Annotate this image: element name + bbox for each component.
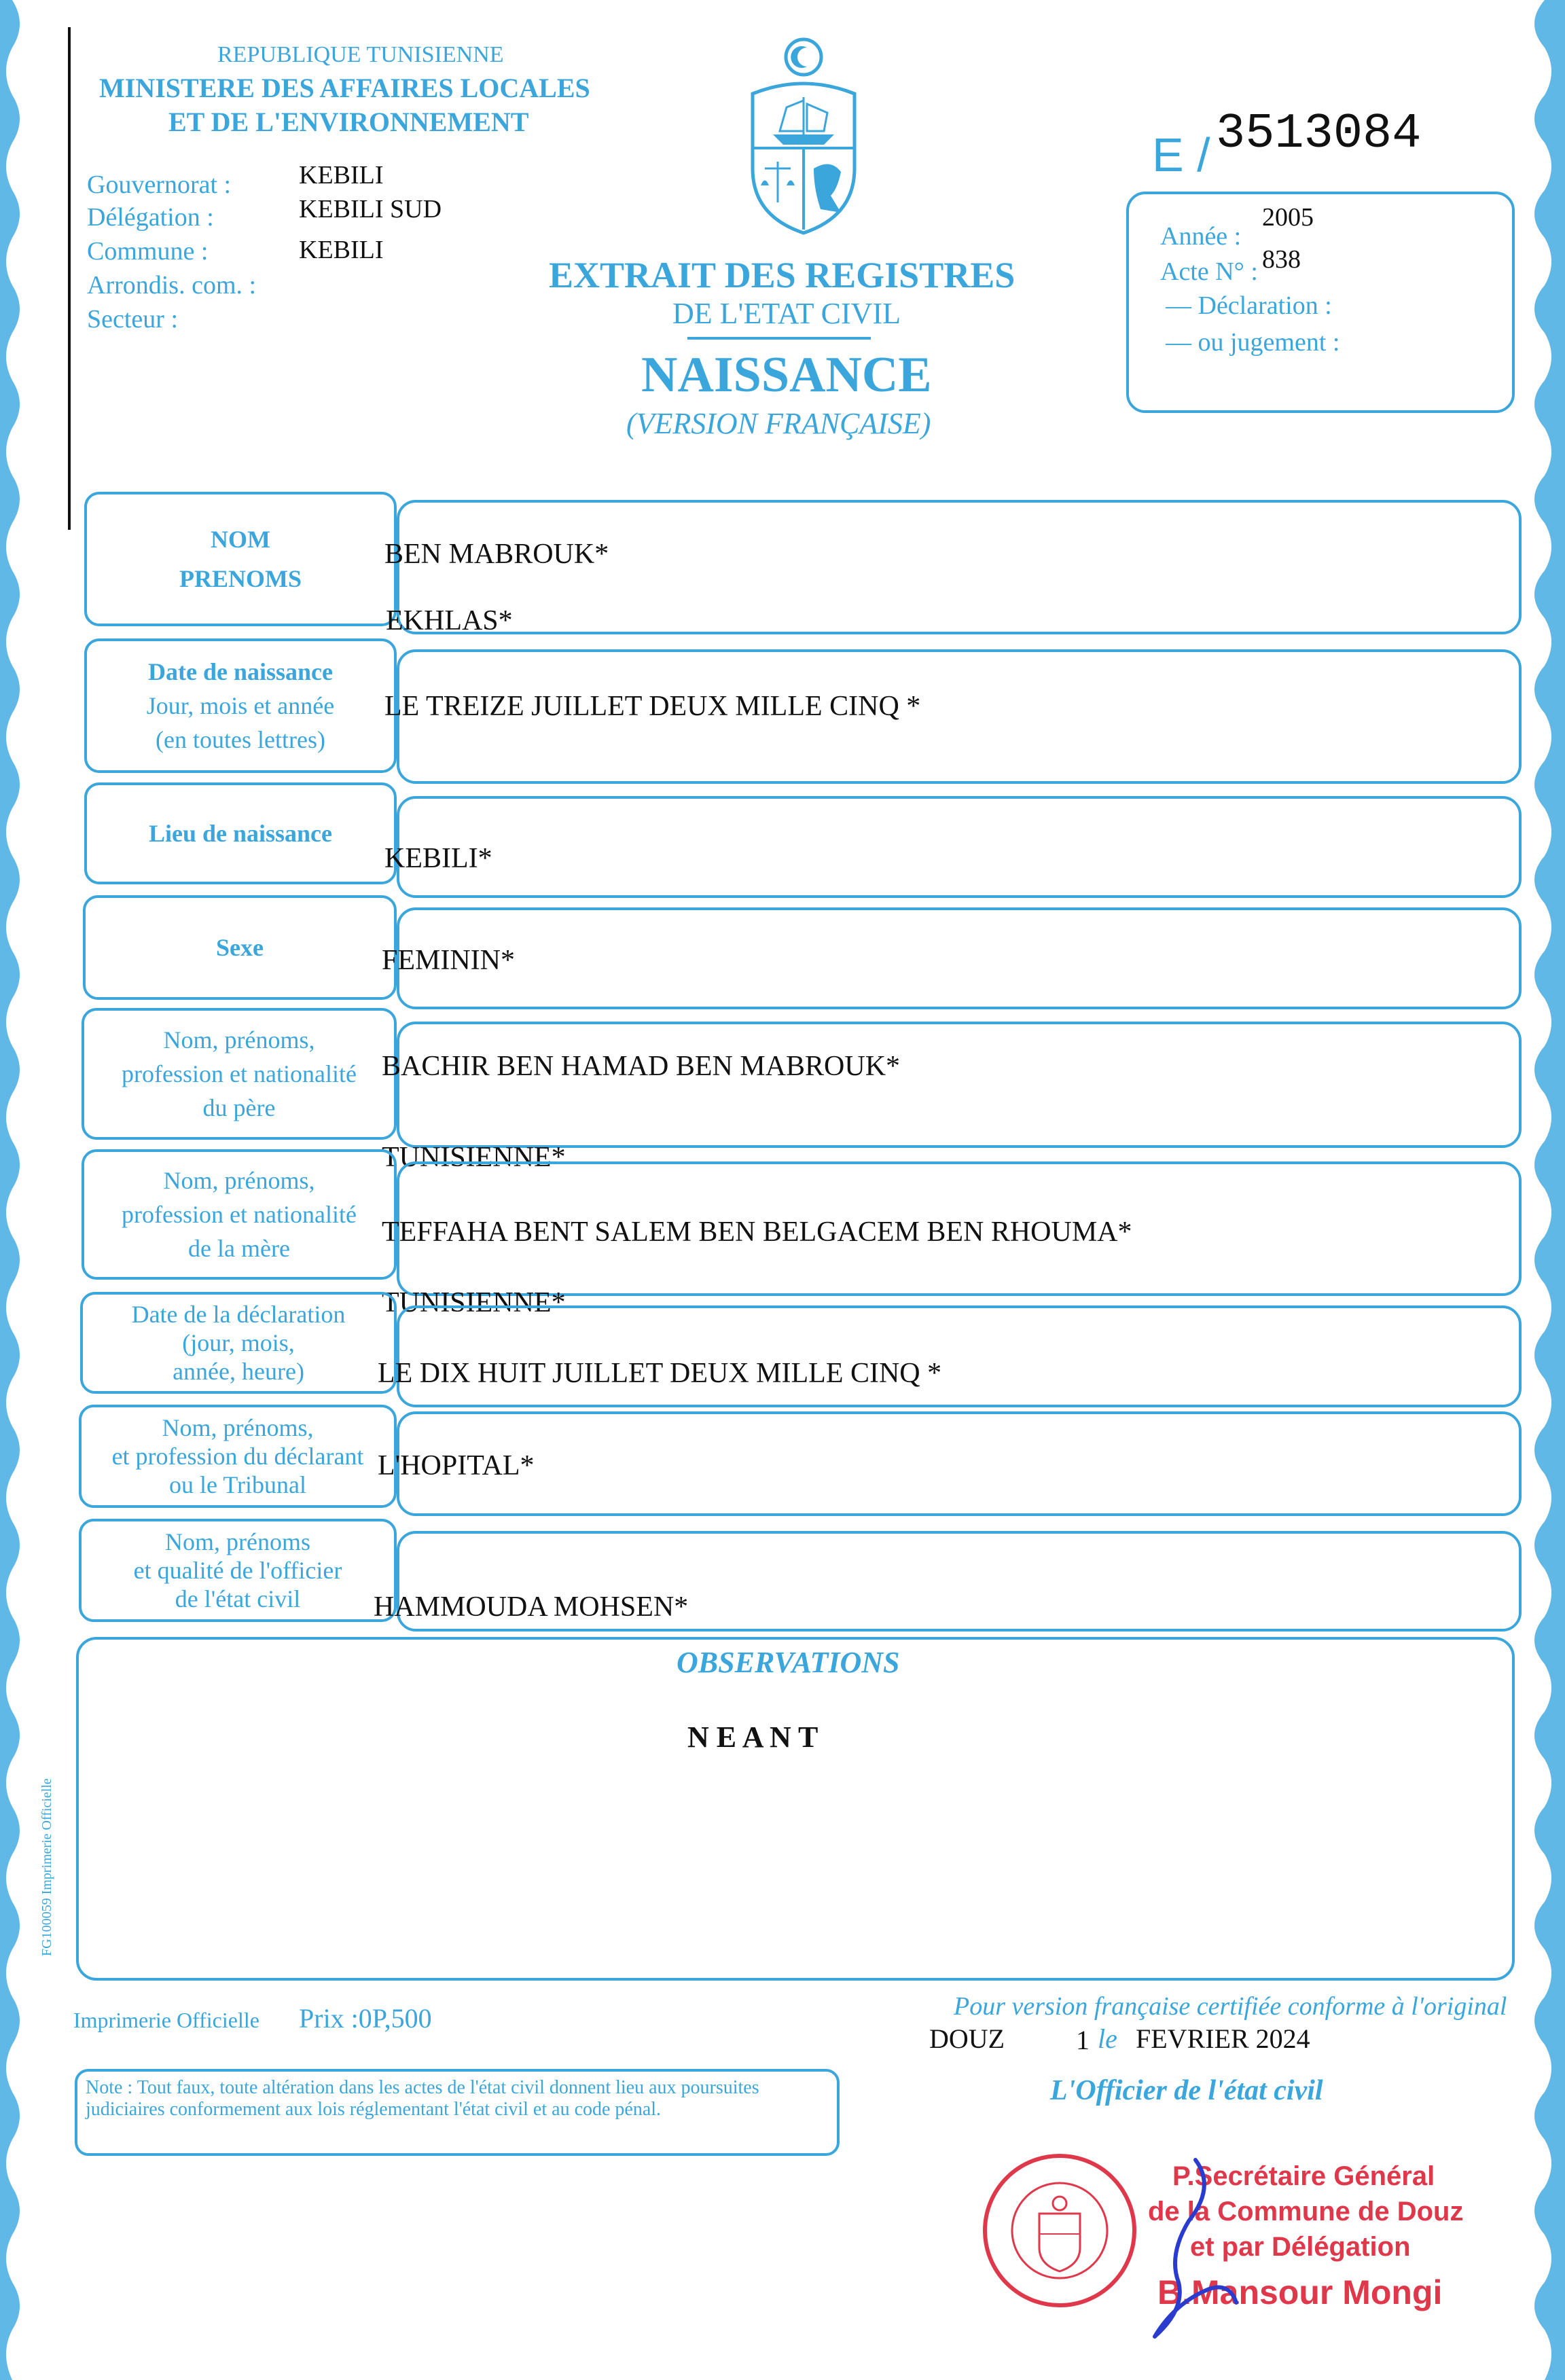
stamp-line4: B.Mansour Mongi <box>1157 2273 1443 2311</box>
left-margin-rule <box>68 27 71 530</box>
title-divider <box>687 337 871 340</box>
prix-label: Prix :0P,500 <box>299 2003 432 2034</box>
mere-label-1: Nom, prénoms, <box>163 1167 315 1194</box>
title-version: (VERSION FRANÇAISE) <box>626 407 931 440</box>
title-etat-civil: DE L'ETAT CIVIL <box>672 297 901 330</box>
jugement-label: — ou jugement : <box>1166 328 1340 357</box>
nom-value: BEN MABROUK* <box>384 539 609 570</box>
certified-text: Pour version française certifiée conforme à l'original <box>954 1992 1507 2021</box>
date-naissance-label-1: Date de naissance <box>148 658 333 685</box>
stamp-line3: et par Délégation <box>1190 2232 1411 2262</box>
le-label: le <box>1098 2023 1117 2054</box>
gouvernorat-value: KEBILI <box>299 161 384 190</box>
nom-label: NOM <box>211 526 270 553</box>
row-pere-value-box <box>397 1022 1522 1148</box>
delegation-value: KEBILI SUD <box>299 195 442 223</box>
mere-label-2: profession et nationalité <box>122 1201 357 1228</box>
pere-label-2: profession et nationalité <box>122 1060 357 1087</box>
declarant-label-2: et profession du déclarant <box>111 1443 364 1470</box>
declarant-label-3: ou le Tribunal <box>168 1471 307 1498</box>
observations-title: OBSERVATIONS <box>677 1646 900 1679</box>
prenoms-label: PRENOMS <box>179 565 302 592</box>
row-declaration-value-box <box>397 1305 1522 1407</box>
annee-label: Année : <box>1160 222 1242 251</box>
pere-label-1: Nom, prénoms, <box>163 1026 315 1053</box>
right-guilloche-border <box>1517 0 1565 2380</box>
declaration-date-label-3: année, heure) <box>173 1358 304 1385</box>
declaration-date-label-1: Date de la déclaration <box>131 1301 346 1328</box>
row-declarant-value-box <box>397 1411 1522 1516</box>
declarant-label-1: Nom, prénoms, <box>162 1414 314 1441</box>
row-lieu-label <box>84 782 397 884</box>
stamp-line1: P.Secrétaire Général <box>1172 2161 1435 2191</box>
place-value: DOUZ <box>929 2023 1005 2054</box>
declaration-date-value: LE DIX HUIT JUILLET DEUX MILLE CINQ * <box>378 1358 942 1389</box>
day-value: 1 <box>1076 2025 1090 2055</box>
serial-number: 3513084 <box>1216 106 1422 162</box>
row-declaration-label <box>80 1292 397 1394</box>
officer-title: L'Officier de l'état civil <box>1050 2075 1323 2106</box>
acte-number-value: 838 <box>1262 245 1301 274</box>
row-declarant-label <box>79 1405 397 1508</box>
row-sexe-value-box <box>397 907 1522 1009</box>
republic-label: REPUBLIQUE TUNISIENNE <box>217 42 504 67</box>
secteur-label: Secteur : <box>87 305 179 333</box>
row-pere-label <box>82 1008 397 1140</box>
sexe-value: FEMININ* <box>382 945 515 976</box>
row-sexe-label <box>83 895 397 1000</box>
observations-box <box>76 1637 1515 1981</box>
ministry-line2: ET DE L'ENVIRONNEMENT <box>168 107 529 137</box>
legal-note: Note : Tout faux, toute altération dans les actes de l'état civil donnent lieu aux poursuites judiciaires conformement aux lois réglementant l'état civil et au code pénal. <box>75 2069 840 2156</box>
title-extrait: EXTRAIT DES REGISTRES <box>549 255 1015 295</box>
prenoms-value: EKHLAS* <box>386 605 513 636</box>
date-naissance-value: LE TREIZE JUILLET DEUX MILLE CINQ * <box>384 691 921 722</box>
row-mere-label <box>82 1149 397 1280</box>
mere-label-3: de la mère <box>188 1235 290 1262</box>
imprimerie-label: Imprimerie Officielle <box>73 2008 259 2032</box>
officier-label-2: et qualité de l'officier <box>133 1557 342 1584</box>
handwritten-signature <box>1114 2146 1250 2350</box>
officier-label-3: de l'état civil <box>175 1585 301 1612</box>
commune-value: KEBILI <box>299 236 384 264</box>
date-value: FEVRIER 2024 <box>1136 2023 1310 2054</box>
officier-label-1: Nom, prénoms <box>165 1528 310 1555</box>
gouvernorat-label: Gouvernorat : <box>87 170 232 199</box>
officier-value: HAMMOUDA MOHSEN* <box>374 1591 689 1623</box>
title-naissance: NAISSANCE <box>641 347 932 403</box>
mere-name-value: TEFFAHA BENT SALEM BEN BELGACEM BEN RHOUMA* <box>382 1216 1132 1248</box>
arrondis-label: Arrondis. com. : <box>87 271 257 300</box>
ministry-line1: MINISTERE DES AFFAIRES LOCALES <box>99 73 590 103</box>
mere-nationality-value: TUNISIENNE* <box>382 1287 566 1318</box>
row-officier-label <box>79 1519 397 1622</box>
declarant-value: L'HOPITAL* <box>378 1450 535 1481</box>
side-form-code: FG100059 Imprimerie Officielle <box>39 1778 54 1956</box>
left-guilloche-border <box>0 0 48 2380</box>
delegation-label: Délégation : <box>87 203 214 232</box>
sexe-label: Sexe <box>216 934 264 961</box>
commune-label: Commune : <box>87 237 209 266</box>
serial-prefix: E / <box>1152 128 1210 181</box>
pere-label-3: du père <box>202 1094 276 1121</box>
pere-name-value: BACHIR BEN HAMAD BEN MABROUK* <box>382 1051 901 1082</box>
observations-value: N E A N T <box>687 1720 819 1754</box>
declaration-label: — Déclaration : <box>1166 291 1332 320</box>
row-lieu-value-box <box>397 796 1522 898</box>
date-naissance-label-2: Jour, mois et année <box>146 692 335 719</box>
lieu-value: KEBILI* <box>384 843 492 874</box>
declaration-date-label-2: (jour, mois, <box>182 1329 295 1356</box>
coat-of-arms-emblem <box>739 33 868 236</box>
row-nom-label <box>84 492 397 626</box>
row-date-naissance-label <box>84 638 397 773</box>
date-naissance-label-3: (en toutes lettres) <box>156 726 325 753</box>
acte-number-label: Acte N° : <box>1160 257 1258 286</box>
lieu-label: Lieu de naissance <box>148 820 333 847</box>
stamp-line2: de la Commune de Douz <box>1148 2197 1464 2226</box>
annee-value: 2005 <box>1262 203 1314 232</box>
pere-nationality-value: TUNISIENNE* <box>382 1142 566 1173</box>
